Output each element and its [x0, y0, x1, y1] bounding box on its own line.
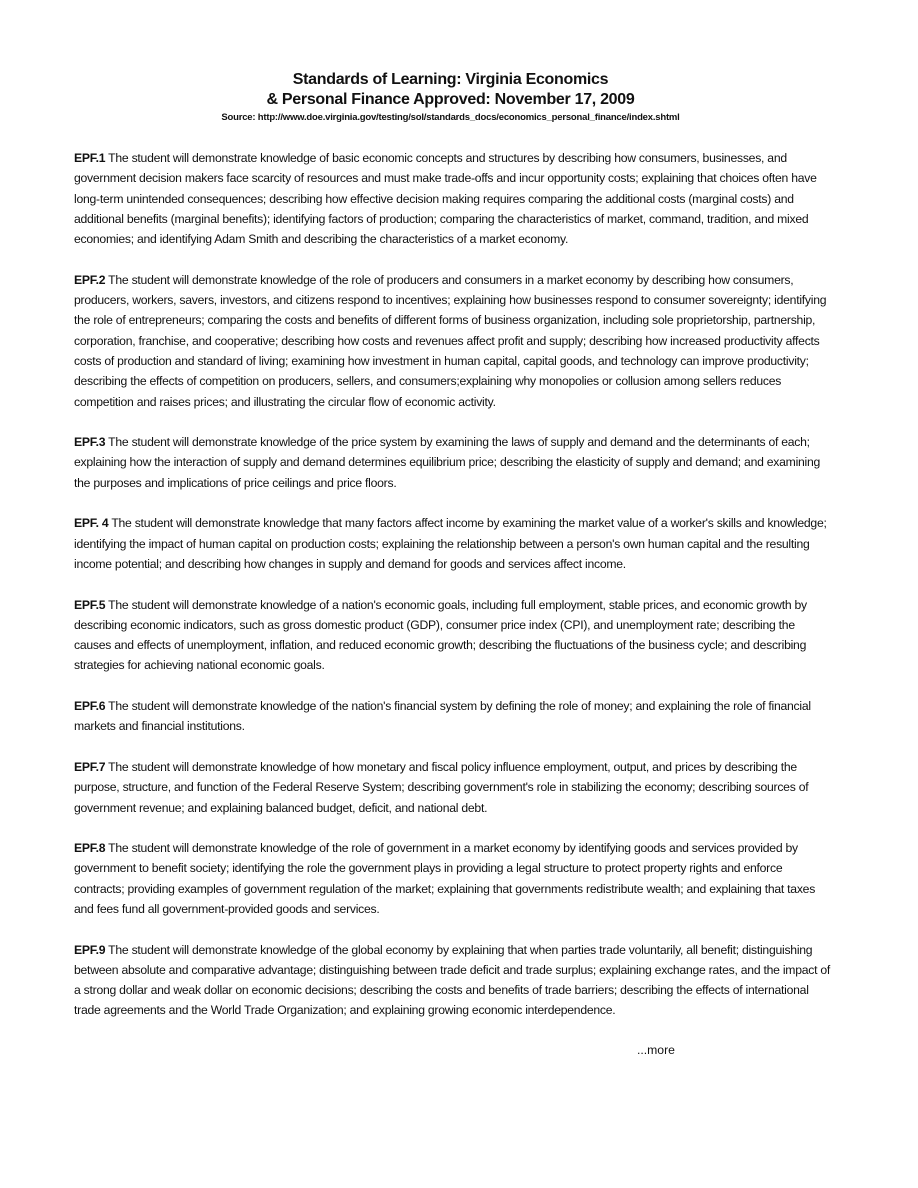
standard-text: The student will demonstrate knowledge of the role of producers and consumers in a market economy by describing how consumers, producers, workers, savers, investors, and citizens respond to incentives; explaining how businesses respond to consumer sovereignty; identifying the role of entrepreneurs; comparing the costs and benefits of different forms of business organization, including sole proprietorship, partnership, corporation, franchise, and cooperative; describing how costs and revenues affect profit and supply; describing how increased productivity affects costs of production and standard of living; examining how investment in human capital, capital goods, and technology can improve productivity; describing the effects of competition on producers, sellers, and consumers;explaining why monopolies or collusion among sellers reduces competition and raises prices; and illustrating the circular flow of economic activity. [74, 272, 827, 409]
standard-epf-3 [74, 432, 834, 493]
standard-code: EPF.8 [74, 841, 106, 856]
standard-text: The student will demonstrate knowledge of the nation's financial system by defining the role of money; and explaining the role of financial markets and financial institutions. [74, 699, 811, 734]
standard-epf-7 [74, 757, 834, 818]
document-page [74, 70, 834, 1041]
standard-epf-9 [74, 940, 834, 1021]
standard-text: The student will demonstrate knowledge of the global economy by explaining that when parties trade voluntarily, all benefit; distinguishing between absolute and comparative advantage; distinguishing between trade deficit and trade surplus; explaining exchange rates, and the impact of a strong dollar and weak dollar on economic decisions; describing the costs and benefits of trade barriers; describing the effects of international trade agreements and the World Trade Organization; and explaining growing economic interdependence. [74, 942, 831, 1018]
standard-code: EPF.9 [74, 942, 106, 957]
document-title-line-2: & Personal Finance Approved: November 17, 2009 [266, 91, 635, 108]
standard-code: EPF.6 [74, 699, 106, 714]
standard-epf-2 [74, 270, 834, 412]
standard-text: The student will demonstrate knowledge of how monetary and fiscal policy influence employment, output, and prices by describing the purpose, structure, and function of the Federal Reserve System; describing government's role in stabilizing the economy; describing sources of government revenue; and explaining balanced budget, deficit, and national debt. [74, 759, 809, 815]
standard-epf-6 [74, 696, 834, 737]
standard-code: EPF.5 [74, 597, 106, 612]
standard-epf-1 [74, 148, 834, 249]
standard-epf-4 [74, 513, 834, 574]
standard-text: The student will demonstrate knowledge of basic economic concepts and structures by describing how consumers, businesses, and government decision makers face scarcity of resources and must make trade-offs and incur opportunity costs; explaining that choices often have long-term unintended consequences; describing how effective decision making requires comparing the additional costs (marginal costs) and additional benefits (marginal benefits); identifying factors of production; comparing the characteristics of market, command, tradition, and mixed economies; and identifying Adam Smith and describing the characteristics of a market economy. [74, 151, 817, 247]
standard-code: EPF.1 [74, 151, 106, 165]
standard-epf-5 [74, 595, 834, 676]
document-title-line-1: Standards of Learning: Virginia Economics [292, 71, 609, 88]
standard-text: The student will demonstrate knowledge of the role of government in a market economy by identifying goods and services provided by government to benefit society; identifying the role the government plays in providing a legal structure to protect property rights and enforce contracts; providing examples of government regulation of the market; explaining that governments redistribute wealth; and explaining that taxes and fees fund all government-provided goods and services. [74, 841, 816, 916]
title-block [67, 70, 834, 124]
more-indicator: ...more [637, 1043, 675, 1057]
standard-text: The student will demonstrate knowledge of the price system by examining the laws of supply and demand and the determinants of each; explaining how the interaction of supply and demand determines equilibrium price; describing the elasticity of supply and demand; and examining the purposes and implications of price ceilings and price floors. [74, 435, 821, 490]
standard-text: The student will demonstrate knowledge of a nation's economic goals, including full employment, stable prices, and economic growth by describing economic indicators, such as gross domestic product (GDP), consumer price index (CPI), and unemployment rate; describing the causes and effects of unemployment, inflation, and reduced economic growth; describing the fluctuations of the business cycle; and describing strategies for achieving national economic goals. [74, 597, 807, 673]
standard-code: EPF.3 [74, 435, 106, 450]
standard-code: EPF.2 [74, 272, 106, 287]
standard-code: EPF.7 [74, 759, 106, 774]
standard-text: The student will demonstrate knowledge that many factors affect income by examining the market value of a worker's skills and knowledge; identifying the impact of human capital on production costs; explaining the relationship between a person's own human capital and the resulting income potential; and describing how changes in supply and demand for goods and services affect income. [74, 516, 827, 571]
standards-list [74, 148, 834, 1021]
standard-code: EPF. 4 [74, 516, 109, 531]
source-citation: Source: http://www.doe.virginia.gov/testing/sol/standards_docs/economics_personal_finance/index.shtml [221, 112, 680, 123]
standard-epf-8 [74, 838, 834, 919]
